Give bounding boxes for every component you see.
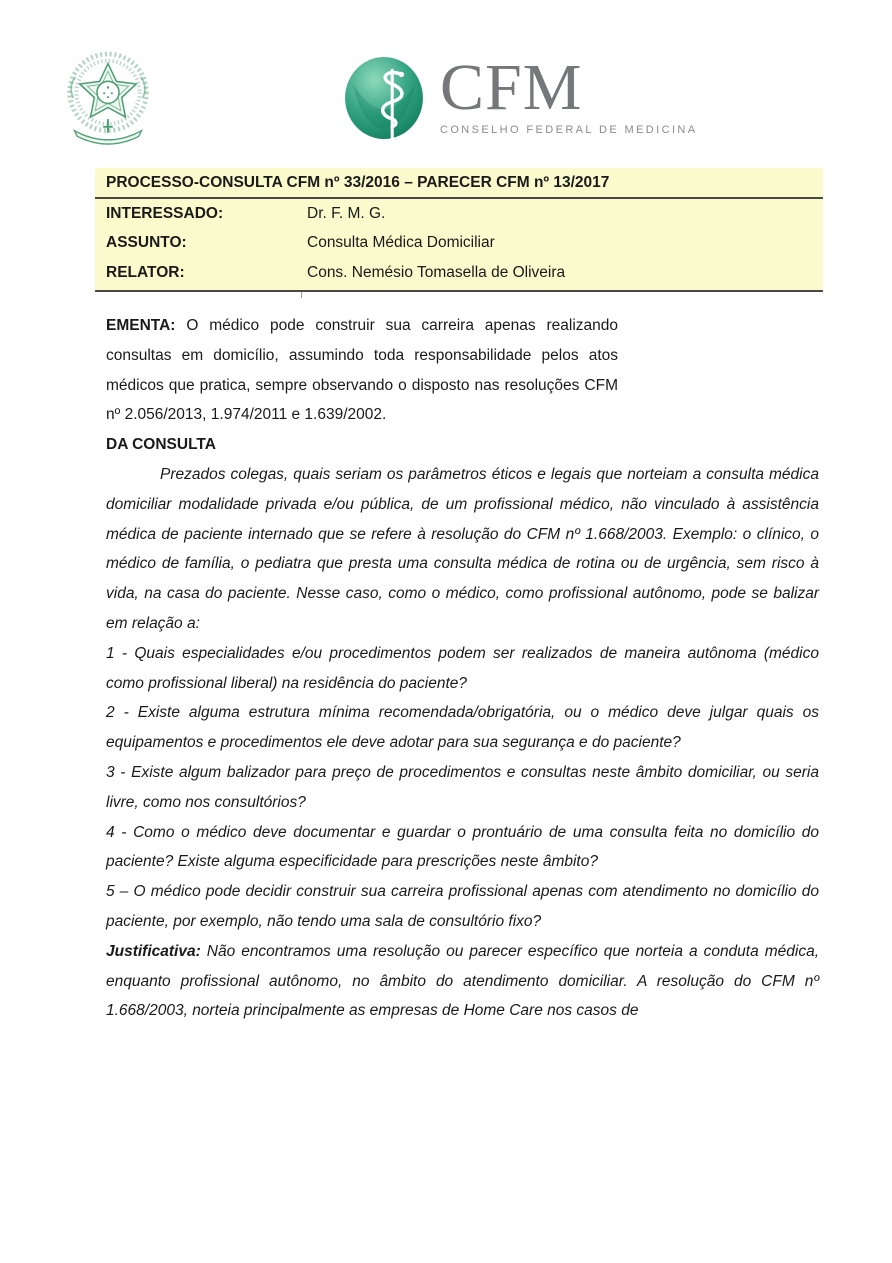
- question-2: 2 - Existe alguma estrutura mínima recomendada/obrigatória, ou o médico deve julgar quais os equipamentos e procedimentos ele deve adotar para sua segurança e do paciente?: [106, 704, 819, 752]
- column-divider-tick: [301, 292, 302, 298]
- cfm-caduceus-icon: [344, 56, 424, 140]
- row-label: RELATOR:: [106, 263, 185, 281]
- table-row: [95, 229, 823, 259]
- justificativa-text: Não encontramos uma resolução ou parecer específico que norteia a conduta médica, enquanto profissional autônomo, no âmbito do atendimento domiciliar. A resolução do CFM nº 1.668/2003, norteia principalmente as empresas de Home Care nos casos de: [106, 942, 819, 1020]
- brazil-coat-of-arms-icon: [62, 50, 154, 150]
- table-row: [95, 258, 823, 288]
- row-value: Consulta Médica Domiciliar: [307, 234, 495, 252]
- cfm-wordmark: [440, 51, 698, 136]
- question-3: 3 - Existe algum balizador para preço de procedimentos e consultas neste âmbito domiciliar, ou seria livre, como nos consultórios?: [106, 763, 819, 811]
- ementa-paragraph: [106, 311, 618, 430]
- row-label: ASSUNTO:: [106, 234, 187, 252]
- row-value: Dr. F. M. G.: [307, 204, 386, 222]
- ementa-text: O médico pode construir sua carreira apenas realizando consultas em domicílio, assumindo toda responsabilidade pelos atos médicos que pratica, sempre observando o disposto nas resoluções CFM nº 2.056/2013, 1.974/2011 e 1.639/2002.: [106, 317, 618, 424]
- justificativa-label: Justificativa:: [106, 942, 201, 960]
- question-4: 4 - Como o médico deve documentar e guardar o prontuário de uma consulta feita no domicílio do paciente? Existe alguma especificidade para prescrições neste âmbito?: [106, 823, 819, 871]
- row-label: INTERESSADO:: [106, 204, 224, 222]
- cfm-subtitle: CONSELHO FEDERAL DE MEDICINA: [440, 124, 698, 136]
- question-1: 1 - Quais especialidades e/ou procedimentos podem ser realizados de maneira autônoma (médico como profissional liberal) na residência do paciente?: [106, 644, 819, 692]
- cfm-logo: [344, 51, 698, 140]
- row-value: Cons. Nemésio Tomasella de Oliveira: [307, 263, 566, 281]
- consulta-intro-paragraph: Prezados colegas, quais seriam os parâmetros éticos e legais que norteiam a consulta médica domiciliar modalidade privada e/ou pública, de um profissional médico, não vinculado à assistência médica de paciente internado que se refere à resolução do CFM nº 1.668/2003. Exemplo: o clínico, o médico de família, o pediatra que presta uma consulta médica de rotina ou de urgência, sem risco à vida, na casa do paciente. Nesse caso, como o médico, como profissional autônomo, pode se balizar em relação a:: [106, 465, 819, 632]
- cfm-acronym: CFM: [440, 51, 583, 124]
- table-bottom-border: [95, 290, 823, 292]
- document-body: [106, 311, 819, 1026]
- process-title: PROCESSO-CONSULTA CFM nº 33/2016 – PARECER CFM nº 13/2017: [95, 168, 823, 199]
- question-5: 5 – O médico pode decidir construir sua carreira profissional apenas com atendimento no domicílio do paciente, por exemplo, não tendo uma sala de consultório fixo?: [106, 883, 819, 930]
- justificativa-paragraph: [106, 937, 819, 1026]
- da-consulta-heading: DA CONSULTA: [106, 436, 216, 454]
- process-table: [95, 168, 823, 292]
- ementa-label: EMENTA:: [106, 317, 176, 334]
- table-row: [95, 199, 823, 229]
